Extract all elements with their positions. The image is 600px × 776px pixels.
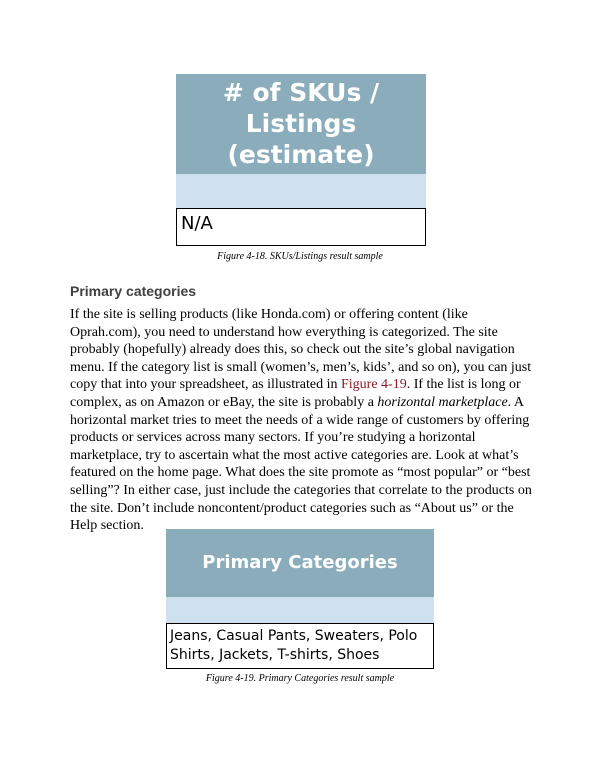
section-heading: Primary categories bbox=[70, 283, 197, 299]
categories-header-cell: Primary Categories bbox=[166, 529, 434, 597]
categories-blank-band bbox=[166, 597, 434, 623]
figure-primary-categories bbox=[166, 529, 434, 669]
skus-value-cell: N/A bbox=[176, 208, 426, 246]
figure-18-caption: Figure 4-18. SKUs/Listings result sample bbox=[217, 251, 383, 262]
paragraph-text: . If the list is long or complex, as on Amazon or eBay, the site is probably a bbox=[70, 377, 521, 410]
categories-value-line: Shirts, Jackets, T-shirts, Shoes bbox=[170, 647, 380, 663]
categories-value-line: Jeans, Casual Pants, Sweaters, Polo bbox=[170, 628, 418, 644]
italic-term: horizontal marketplace bbox=[377, 394, 508, 410]
figure-19-caption: Figure 4-19. Primary Categories result sample bbox=[205, 673, 395, 684]
figure-skus-listings bbox=[176, 74, 426, 246]
body-paragraph bbox=[70, 306, 540, 535]
skus-header-line: (estimate) bbox=[227, 140, 375, 169]
skus-blank-band bbox=[176, 174, 426, 208]
figure-19-link[interactable]: Figure 4-19 bbox=[341, 377, 407, 393]
skus-header-line: Listings bbox=[245, 109, 357, 138]
skus-header-cell bbox=[176, 74, 426, 174]
paragraph-text: . A horizontal market tries to meet the needs of a wide range of customers by offering products or services across many sectors. If you’re studying a horizontal marketplace, try to ascertain what the most active categories are. Look at what’s featured on the home page. What does the site promote as “most popular” or “best selling”? In either case, just include the categories that correlate to the products on the site. Don’t include noncontent/product categories such as “About us” or the Help section. bbox=[70, 394, 532, 534]
paragraph-text: If the site is selling products (like Honda.com) or offering content (like Oprah.com), you need to understand how everything is categorized. The site probably (hopefully) already does this, so check out the site’s global navigation menu. If the category list is small (women’s, men’s, kids’, and so on), you can just copy that into your spreadsheet, as illustrated in bbox=[70, 307, 532, 393]
skus-header-line: # of SKUs / bbox=[222, 78, 380, 107]
categories-value-cell bbox=[166, 623, 434, 669]
